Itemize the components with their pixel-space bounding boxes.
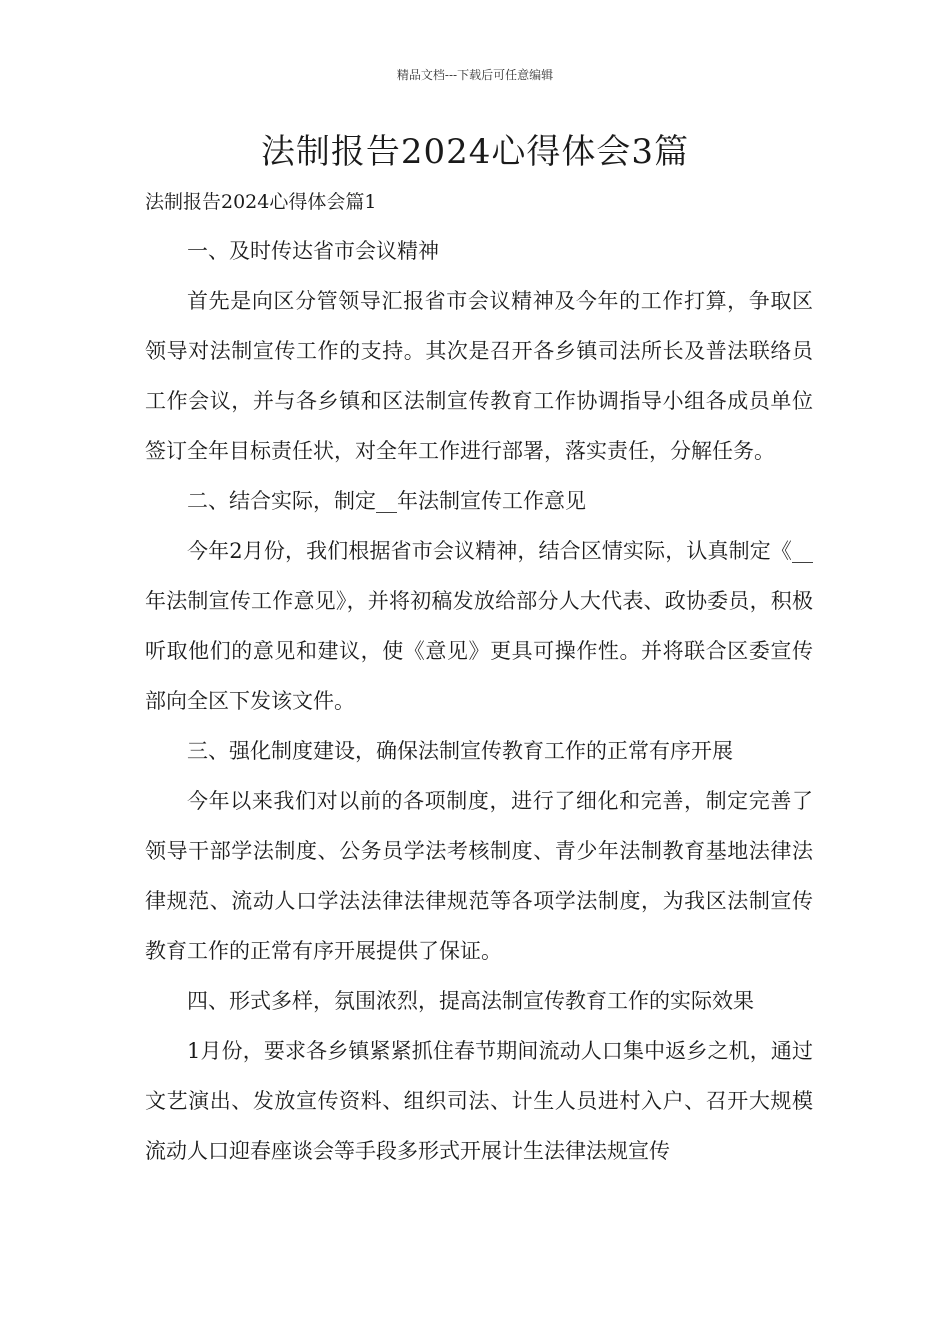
section-heading: 四、形式多样，氛围浓烈，提高法制宣传教育工作的实际效果 (187, 989, 754, 1013)
document-title: 法制报告2024心得体会3篇 (260, 132, 690, 172)
section-heading: 二、结合实际，制定__年法制宣传工作意见 (187, 489, 586, 513)
section-subtitle: 法制报告2024心得体会篇1 (145, 191, 377, 213)
section-heading: 三、强化制度建设，确保法制宣传教育工作的正常有序开展 (187, 739, 733, 763)
page-header: 精品文档---下载后可任意编辑 (396, 68, 554, 82)
document-body (145, 178, 813, 1176)
section-heading: 一、及时传达省市会议精神 (187, 239, 439, 263)
paragraph: 今年以来我们对以前的各项制度，进行了细化和完善，制定完善了领导干部学法制度、公务员学法考核制度、青少年法制教育基地法律法律规范、流动人口学法法律法律规范等各项学法制度，为我区法制宣传教育工作的正常有序开展提供了保证。 (145, 789, 813, 963)
paragraph: 今年2月份，我们根据省市会议精神，结合区情实际，认真制定《__年法制宣传工作意见》，并将初稿发放给部分人大代表、政协委员，积极听取他们的意见和建议，使《意见》更具可操作性。并将联合区委宣传部向全区下发该文件。 (145, 539, 813, 713)
paragraph: 1月份，要求各乡镇紧紧抓住春节期间流动人口集中返乡之机，通过文艺演出、发放宣传资料、组织司法、计生人员进村入户、召开大规模流动人口迎春座谈会等手段多形式开展计生法律法规宣传 (145, 1039, 813, 1163)
paragraph: 首先是向区分管领导汇报省市会议精神及今年的工作打算，争取区领导对法制宣传工作的支持。其次是召开各乡镇司法所长及普法联络员工作会议，并与各乡镇和区法制宣传教育工作协调指导小组各成员单位签订全年目标责任状，对全年工作进行部署，落实责任，分解任务。 (145, 289, 813, 463)
